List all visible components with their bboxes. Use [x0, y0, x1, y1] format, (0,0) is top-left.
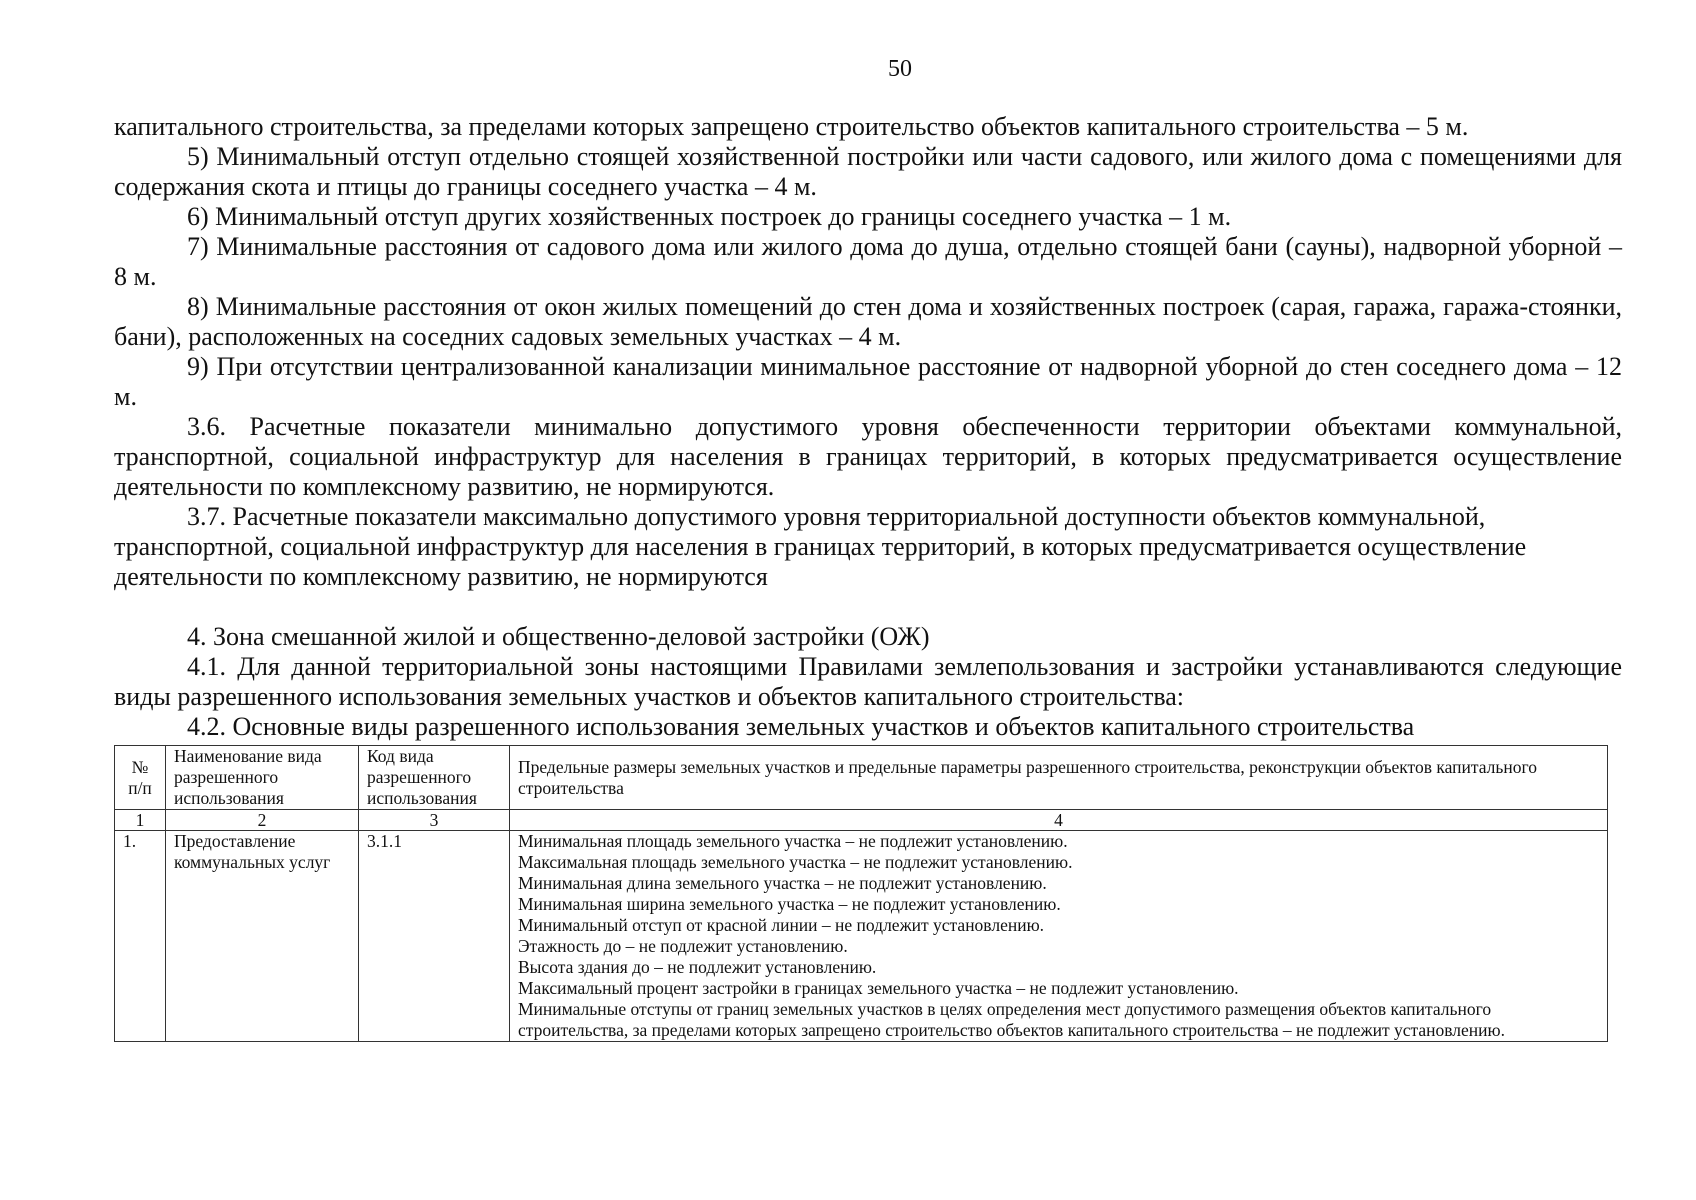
- column-number: 3: [359, 810, 510, 831]
- paragraph: 4.1. Для данной территориальной зоны настоящими Правилами землепользования и застройки устанавливаются следующие виды разрешенного использования земельных участков и объектов капитального строительства:: [114, 652, 1622, 711]
- column-number: 4: [510, 810, 1608, 831]
- paragraph: 6) Минимальный отступ других хозяйственных построек до границы соседнего участка – 1 м.: [187, 202, 1232, 231]
- parameter-line: Минимальный отступ от красной линии – не подлежит установлению.: [518, 915, 1045, 935]
- paragraph: капитального строительства, за пределами которых запрещено строительство объектов капитального строительства – 5 м.: [114, 112, 1469, 141]
- row-number: 1.: [115, 831, 166, 1042]
- parameter-line: Максимальная площадь земельного участка – не подлежит установлению.: [518, 852, 1073, 872]
- paragraph: 9) При отсутствии централизованной канализации минимальное расстояние от надворной уборной до стен соседнего дома – 12 м.: [114, 352, 1622, 411]
- parameter-line: Минимальная длина земельного участка – не подлежит установлению.: [518, 873, 1047, 893]
- paragraph: 8) Минимальные расстояния от окон жилых помещений до стен дома и хозяйственных построек (сарая, гаража, гаража-стоянки, бани), расположенных на соседних садовых земельных участках – 4 м.: [114, 292, 1622, 351]
- header-number: № п/п: [115, 746, 166, 810]
- section-heading: 4. Зона смешанной жилой и общественно-деловой застройки (ОЖ): [187, 622, 930, 651]
- table-header-row: [115, 746, 1608, 810]
- parameter-line: Минимальная площадь земельного участка – не подлежит установлению.: [518, 831, 1068, 851]
- column-number-row: [115, 810, 1608, 831]
- parameter-line: Максимальный процент застройки в границах земельного участка – не подлежит установлению.: [518, 978, 1239, 998]
- land-use-table: [114, 745, 1608, 1042]
- table-row: [115, 831, 1608, 1042]
- paragraph: 3.6. Расчетные показатели минимально допустимого уровня обеспеченности территории объектами коммунальной, транспортной, социальной инфраструктур для населения в границах территорий, в которых предусматривается осуществление деятельности по комплексному развитию, не нормируются.: [114, 412, 1622, 501]
- page-number: 50: [888, 56, 912, 82]
- parameter-line: Этажность до – не подлежит установлению.: [518, 936, 848, 956]
- parameters-cell: [510, 831, 1608, 1042]
- paragraph: 7) Минимальные расстояния от садового дома или жилого дома до душа, отдельно стоящей бани (сауны), надворной уборной – 8 м.: [114, 232, 1622, 291]
- header-use-code: Код вида разрешенного использования: [359, 746, 510, 810]
- paragraph: 3.7. Расчетные показатели максимально допустимого уровня территориальной доступности объектов коммунальной, транспортной, социальной инфраструктур для населения в границах территорий, в которых предусматривается осуществление деятельности по комплексному развитию, не нормируются: [114, 502, 1527, 591]
- parameter-line: Высота здания до – не подлежит установлению.: [518, 957, 877, 977]
- column-number: 2: [166, 810, 359, 831]
- subsection-heading: 4.2. Основные виды разрешенного использования земельных участков и объектов капитального строительства: [187, 712, 1415, 741]
- header-parameters: Предельные размеры земельных участков и предельные параметры разрешенного строительства, реконструкции объектов капитального строительства: [510, 746, 1608, 810]
- parameter-line: Минимальные отступы от границ земельных участков в целях определения мест допустимого размещения объектов капитального строительства, за пределами которых запрещено строительство объектов капитального строительства – не подлежит установлению.: [518, 999, 1505, 1040]
- column-number: 1: [115, 810, 166, 831]
- parameter-line: Минимальная ширина земельного участка – не подлежит установлению.: [518, 894, 1061, 914]
- use-code: 3.1.1: [359, 831, 510, 1042]
- paragraph: 5) Минимальный отступ отдельно стоящей хозяйственной постройки или части садового, или жилого дома с помещениями для содержания скота и птицы до границы соседнего участка – 4 м.: [114, 142, 1622, 201]
- use-name: Предоставление коммунальных услуг: [166, 831, 359, 1042]
- header-use-name: Наименование вида разрешенного использования: [166, 746, 359, 810]
- document-body: [114, 112, 1622, 742]
